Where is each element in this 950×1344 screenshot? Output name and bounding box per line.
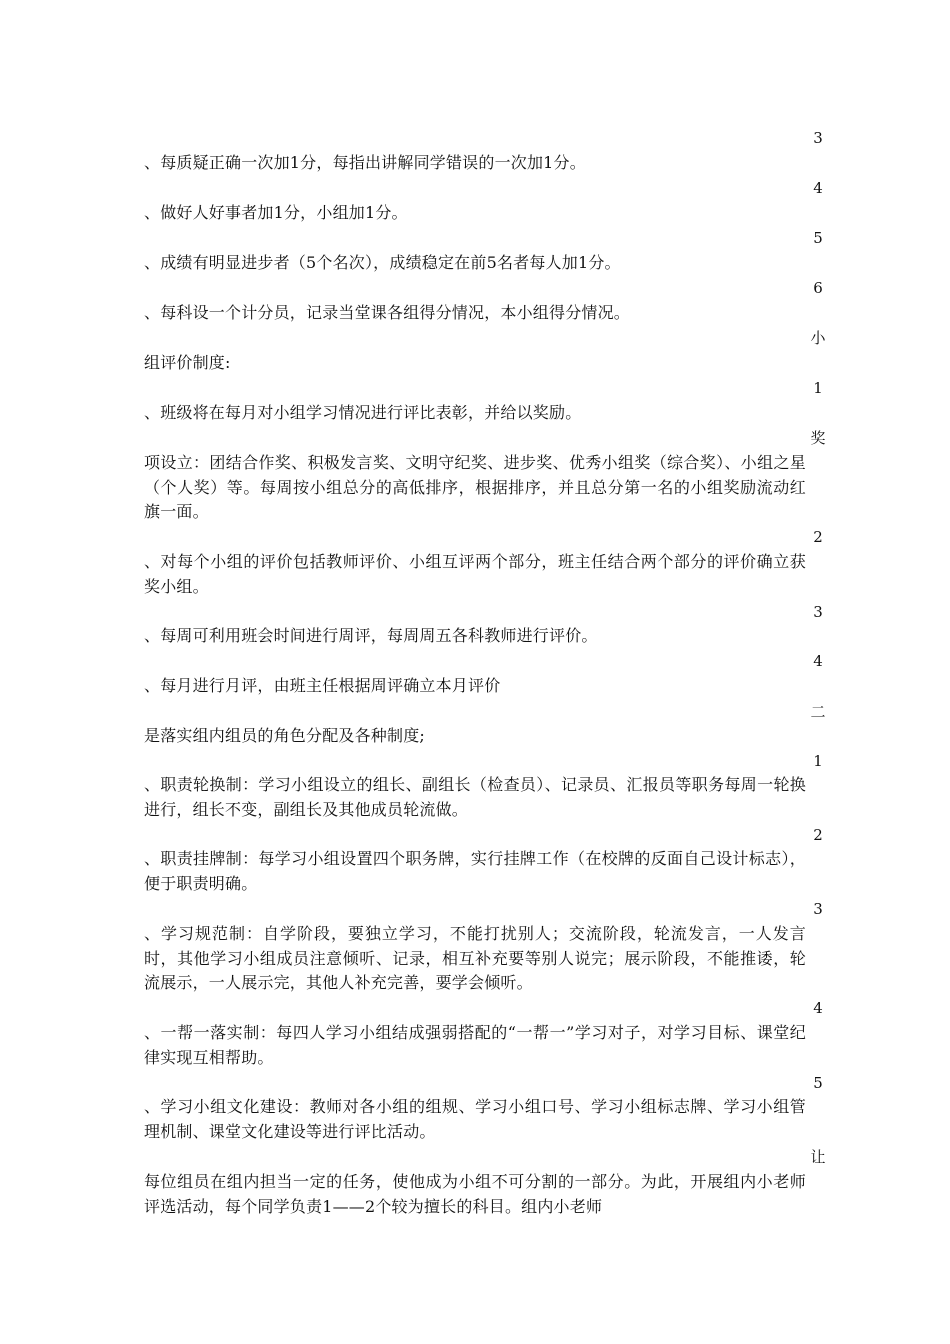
margin-marker: 奖 <box>810 429 826 447</box>
margin-marker: 2 <box>813 826 823 844</box>
margin-marker: 3 <box>813 129 823 147</box>
paragraph: 、职责挂牌制：每学习小组设置四个职务牌，实行挂牌工作（在校牌的反面自己设计标志），便于职责明确。 <box>144 849 806 893</box>
margin-marker: 5 <box>813 229 823 247</box>
margin-marker: 3 <box>813 900 823 918</box>
margin-marker: 5 <box>813 1074 823 1092</box>
margin-marker: 让 <box>810 1148 826 1166</box>
margin-marker: 3 <box>813 603 823 621</box>
paragraph: 、对每个小组的评价包括教师评价、小组互评两个部分，班主任结合两个部分的评价确立获奖小组。 <box>144 552 806 596</box>
margin-marker: 1 <box>813 379 823 397</box>
margin-marker: 6 <box>813 279 823 297</box>
margin-marker: 1 <box>813 752 823 770</box>
paragraph: 、每科设一个计分员，记录当堂课各组得分情况，本小组得分情况。 <box>144 303 631 322</box>
paragraph: 、职责轮换制：学习小组设立的组长、副组长（检查员）、记录员、汇报员等职务每周一轮换进行，组长不变，副组长及其他成员轮流做。 <box>144 775 806 819</box>
paragraph: 、一帮一落实制：每四人学习小组结成强弱搭配的“一帮一”学习对子，对学习目标、课堂纪律实现互相帮助。 <box>144 1023 806 1067</box>
paragraph: 、每月进行月评，由班主任根据周评确立本月评价 <box>144 676 501 695</box>
margin-marker: 二 <box>810 703 826 721</box>
paragraph: 每位组员在组内担当一定的任务，使他成为小组不可分割的一部分。为此，开展组内小老师评选活动，每个同学负责1——2个较为擅长的科目。组内小老师 <box>144 1172 806 1216</box>
margin-marker: 小 <box>810 329 826 347</box>
margin-marker: 4 <box>813 179 823 197</box>
paragraph: 、学习小组文化建设：教师对各小组的组规、学习小组口号、学习小组标志牌、学习小组管理机制、课堂文化建设等进行评比活动。 <box>144 1097 806 1141</box>
paragraph: 、每周可利用班会时间进行周评，每周周五各科教师进行评价。 <box>144 626 598 645</box>
paragraph: 项设立：团结合作奖、积极发言奖、文明守纪奖、进步奖、优秀小组奖（综合奖）、小组之星（个人奖）等。每周按小组总分的高低排序，根据排序，并且总分第一名的小组奖励流动红旗一面。 <box>144 453 806 521</box>
paragraph: 、成绩有明显进步者（5个名次），成绩稳定在前5名者每人加1分。 <box>144 253 621 272</box>
margin-marker: 4 <box>813 999 823 1017</box>
margin-marker: 4 <box>813 652 823 670</box>
paragraph: 、每质疑正确一次加1分，每指出讲解同学错误的一次加1分。 <box>144 153 586 172</box>
paragraph: 、学习规范制：自学阶段，要独立学习，不能打扰别人；交流阶段，轮流发言，一人发言时，其他学习小组成员注意倾听、记录，相互补充要等别人说完；展示阶段，不能推诿，轮流展示，一人展示完，其他人补充完善，要学会倾听。 <box>144 924 806 992</box>
paragraph: 、班级将在每月对小组学习情况进行评比表彰，并给以奖励。 <box>144 403 582 422</box>
paragraph: 、做好人好事者加1分，小组加1分。 <box>144 203 408 222</box>
section-heading: 组评价制度: <box>144 353 231 372</box>
section-heading: 是落实组内组员的角色分配及各种制度; <box>144 726 425 745</box>
margin-marker: 2 <box>813 528 823 546</box>
